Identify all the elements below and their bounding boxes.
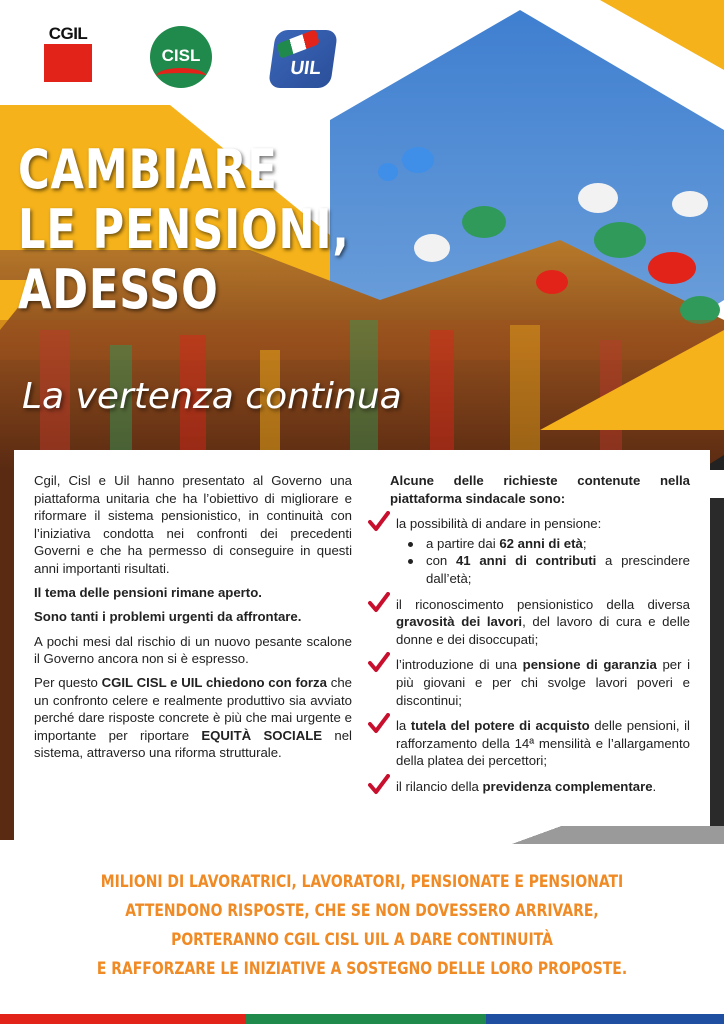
- request-item-4-bold: tutela del potere di acquisto: [410, 718, 590, 734]
- request-item-5-text-end: .: [652, 778, 657, 794]
- stripe-green: [246, 1014, 486, 1024]
- uil-badge: [268, 30, 338, 88]
- request-item-4-text: la: [396, 718, 411, 734]
- stripe-blue: [486, 1014, 724, 1024]
- cgil-red-block: [44, 44, 92, 82]
- bottom-message-line-3: PORTERANNO CGIL CISL UIL A DARE CONTINUITÀ: [171, 930, 553, 950]
- check-mark-icon: [368, 652, 390, 674]
- cisl-logo: [150, 26, 212, 88]
- hero-banner: [0, 0, 724, 470]
- intro-paragraph: Cgil, Cisl e Uil hanno presentato al Governo una piattaforma unitaria che ha l’obiettivo di migliorare e riformare il sistema pensionistico, in continuità con l’iniziativa condotta nei confronti dei precedenti Governi e che ha permesso di conseguire in questi anni importanti risultati.: [34, 473, 352, 576]
- headline: [18, 140, 358, 320]
- urgent-problems-statement: Sono tanti i problemi urgenti da affrontare.: [34, 609, 302, 625]
- right-column: [372, 472, 690, 804]
- request-item-3: [372, 656, 690, 709]
- bottom-message: [0, 868, 724, 984]
- uil-logo-text: UIL: [288, 58, 323, 79]
- card-bottom-accent: [420, 826, 724, 844]
- request-item-1: [372, 515, 690, 587]
- request-item-2-text: il riconoscimento pensionistico della diversa: [396, 596, 690, 612]
- request-item-2-bold: gravosità dei lavori: [396, 614, 523, 630]
- request-item-3-text-end: per i più giovani e per chi svolge lavori poveri e discontinui;: [396, 657, 690, 708]
- check-mark-icon: [368, 713, 390, 735]
- sublist-item-text: ;: [582, 535, 587, 551]
- request-item-3-text: l’introduzione di una: [396, 657, 523, 673]
- sublist-item: [396, 552, 690, 587]
- bottom-message-line-4: E RAFFORZARE LE INIZIATIVE A SOSTEGNO DELLE LORO PROPOSTE.: [96, 959, 628, 979]
- uil-flag-icon: [277, 30, 320, 59]
- request-item-4: [372, 717, 690, 770]
- check-mark-icon: [368, 592, 390, 614]
- cgil-logo-text: CGIL: [48, 24, 88, 43]
- cisl-swoosh: [156, 68, 206, 84]
- request-item-5-bold: previdenza complementare: [482, 778, 653, 794]
- sublist-item: [396, 535, 690, 553]
- pension-topic-statement: Il tema delle pensioni rimane aperto.: [34, 584, 262, 600]
- request-item-1-sublist: [396, 535, 690, 588]
- left-column: [34, 472, 352, 768]
- request-paragraph: [34, 674, 352, 762]
- request-text-b: CGIL CISL e UIL chiedono con forza: [101, 674, 327, 690]
- request-item-2-text-end: , del lavoro di cura e delle donne e dei disoccupati;: [396, 614, 691, 647]
- sublist-item-text: a prescindere dall’età;: [426, 553, 690, 586]
- requests-intro: Alcune delle richieste contenute nella piattaforma sindacale sono:: [390, 473, 690, 506]
- government-silence-paragraph: A pochi mesi dal rischio di un nuovo pesante scalone il Governo ancora non si è espresso.: [34, 633, 352, 667]
- headline-line-1: CAMBIARE: [18, 138, 278, 201]
- request-text-d: EQUITÀ SOCIALE: [201, 727, 323, 743]
- sublist-item-bold: 41 anni di contributi: [455, 553, 597, 569]
- stripe-red: [0, 1014, 246, 1024]
- headline-line-3: ADESSO: [18, 258, 219, 321]
- check-mark-icon: [368, 774, 390, 796]
- request-item-2: [372, 596, 690, 649]
- request-item-1-text: la possibilità di andare in pensione:: [396, 516, 602, 532]
- sublist-item-text: con: [426, 553, 456, 569]
- check-mark-icon: [368, 511, 390, 533]
- request-text-c: che un confronto celere e realmente produttivo sia avviato perché dare risposte concrete è più che mai urgente e importante per riportare: [34, 674, 352, 743]
- content-card: [14, 450, 710, 826]
- footer-color-stripe: [0, 1014, 724, 1024]
- sublist-item-text: a partire dai: [426, 535, 500, 551]
- uil-logo: [272, 30, 334, 88]
- request-item-5: [372, 778, 690, 796]
- bottom-message-line-1: MILIONI DI LAVORATRICI, LAVORATORI, PENSIONATE E PENSIONATI: [100, 872, 624, 892]
- request-text-e: nel sistema, attraverso una riforma strutturale.: [34, 727, 352, 761]
- request-item-5-text: il rilancio della: [396, 778, 483, 794]
- bottom-message-line-2: ATTENDONO RISPOSTE, CHE SE NON DOVESSERO ARRIVARE,: [125, 901, 599, 921]
- request-item-3-bold: pensione di garanzia: [522, 657, 657, 673]
- left-dark-band: [0, 470, 14, 840]
- sublist-item-bold: 62 anni di età: [499, 535, 583, 551]
- headline-line-2: LE PENSIONI,: [18, 198, 350, 261]
- request-text-a: Per questo: [34, 674, 102, 690]
- subtitle: La vertenza continua: [22, 376, 402, 417]
- cisl-logo-text: CISL: [161, 46, 201, 65]
- cgil-logo: [42, 22, 94, 82]
- request-item-4-text-end: delle pensioni, il rafforzamento della 14ª mensilità e l’allargamento della platea dei percettori;: [396, 718, 690, 769]
